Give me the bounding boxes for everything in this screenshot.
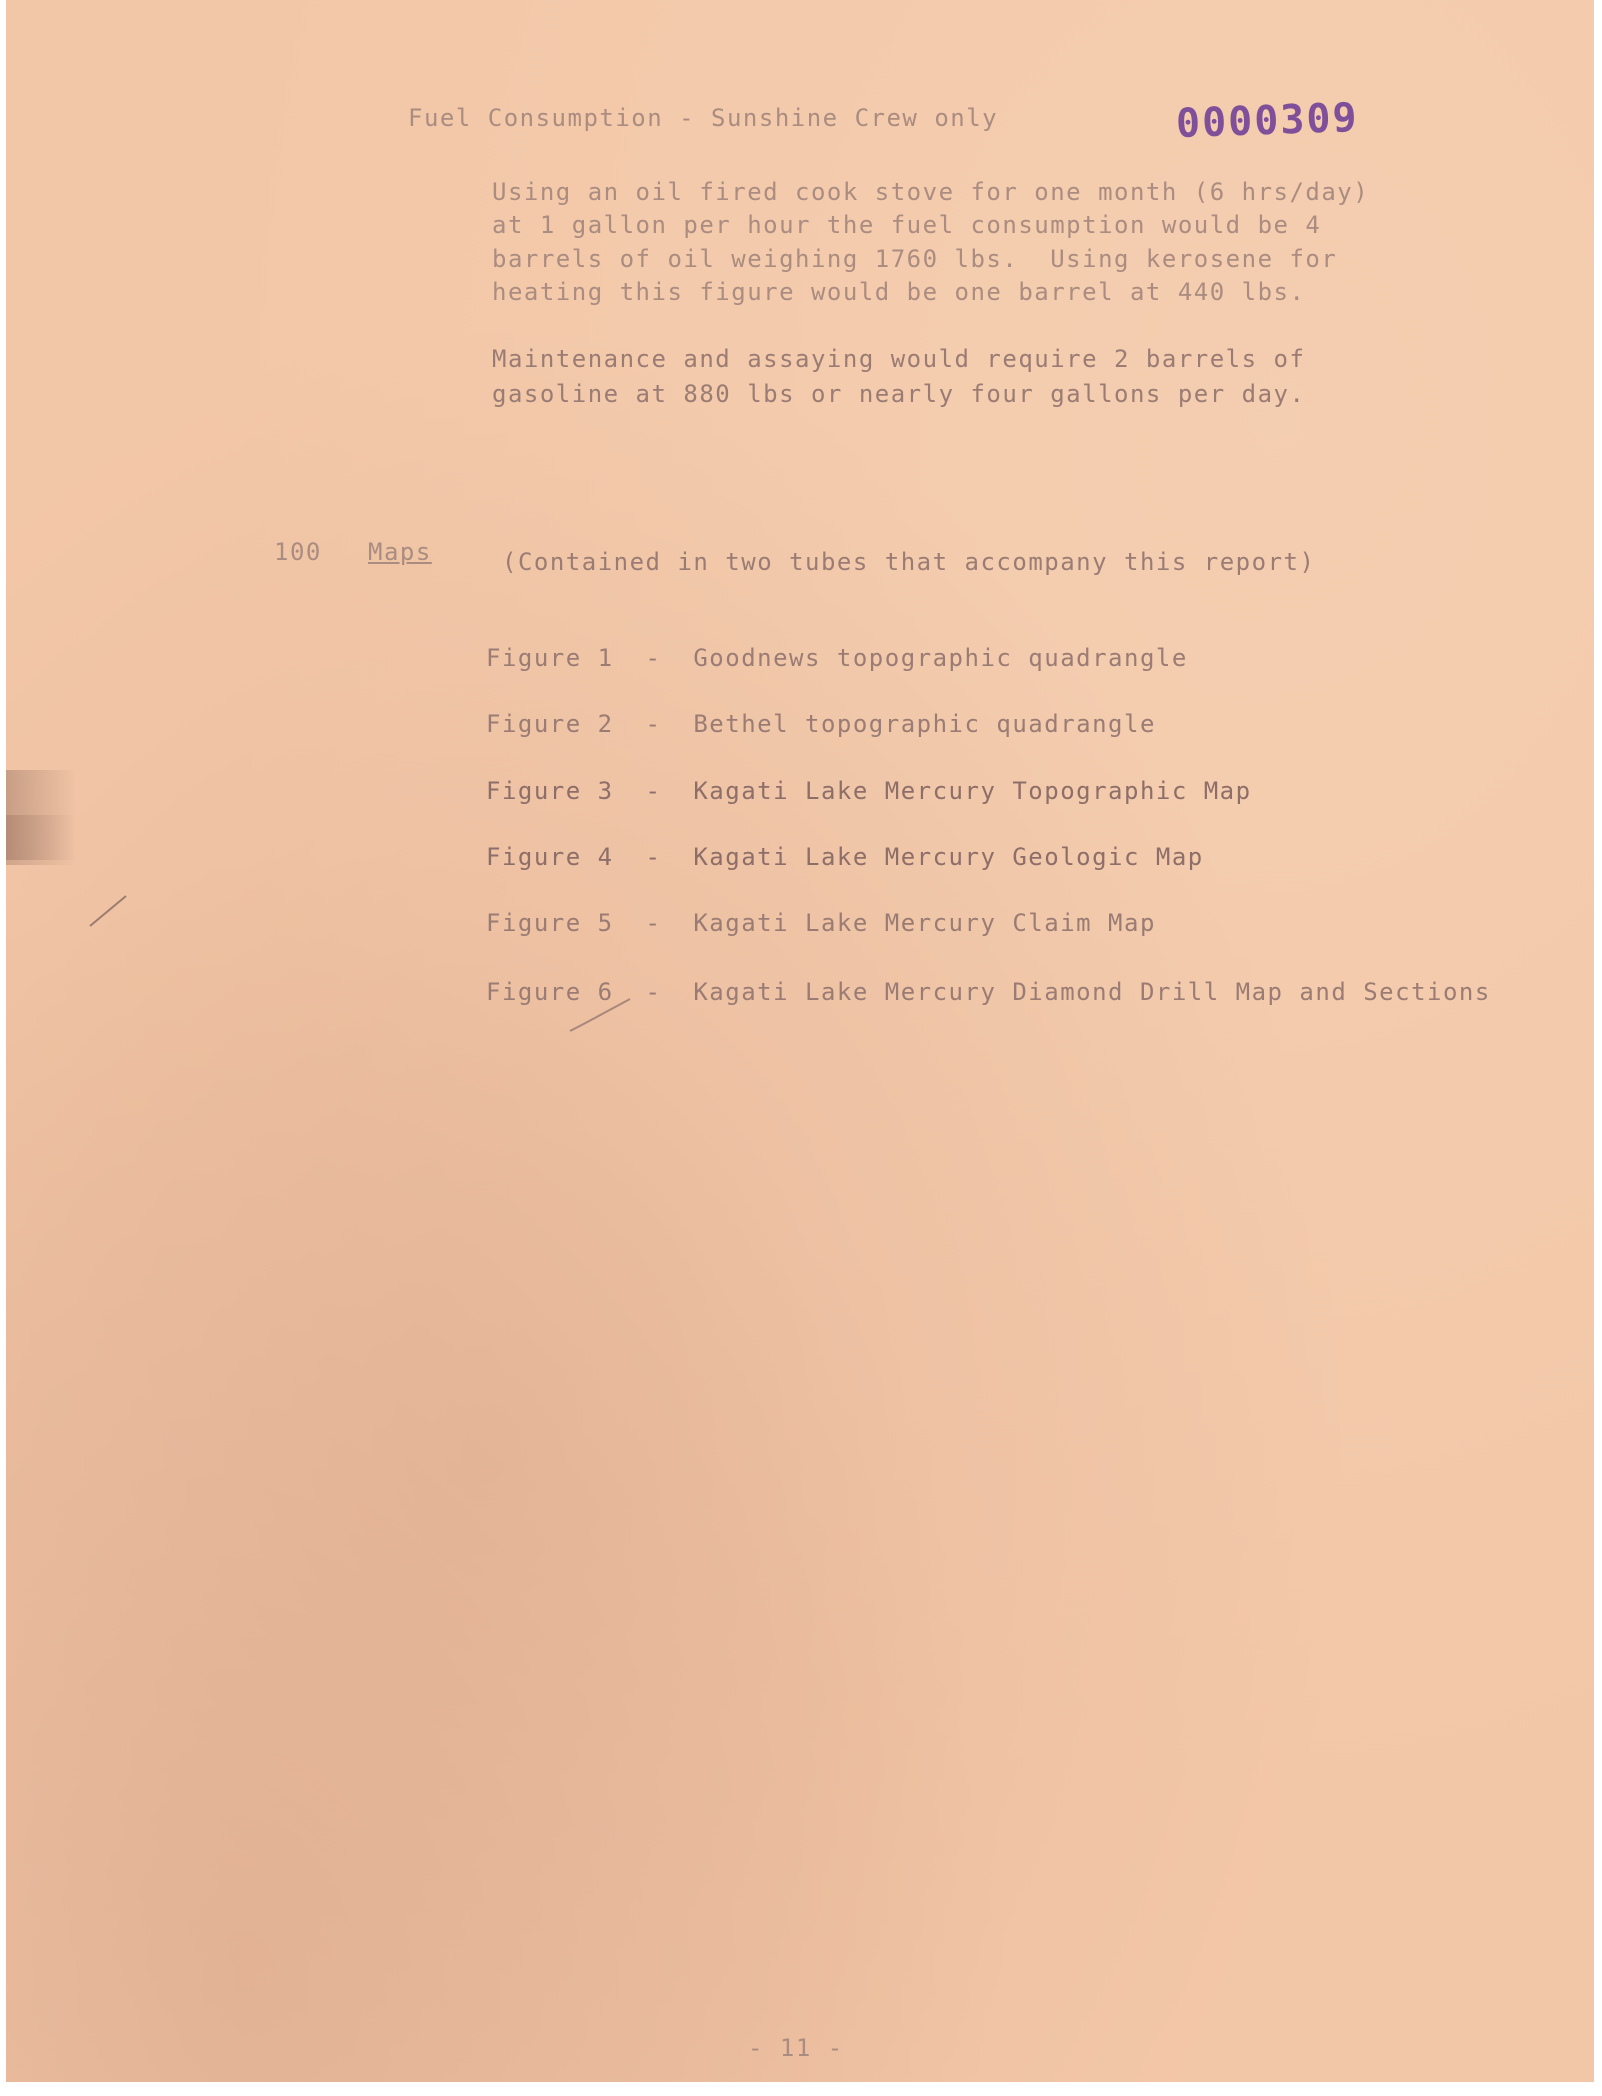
- figure-label: Figure 3: [486, 777, 614, 805]
- text-line: gasoline at 880 lbs or nearly four gallons per day.: [492, 380, 1306, 408]
- figure-label: Figure 4: [486, 843, 614, 871]
- figure-dash: -: [645, 710, 662, 738]
- figure-label: Figure 2: [486, 710, 614, 738]
- text-line: at 1 gallon per hour the fuel consumption would be 4: [492, 211, 1322, 239]
- figure-list-item: [486, 712, 1156, 736]
- figure-list-item: [486, 646, 1188, 670]
- figure-title: Goodnews topographic quadrangle: [693, 644, 1188, 672]
- figure-label: Figure 5: [486, 909, 614, 937]
- figure-dash: -: [645, 843, 662, 871]
- document-page: [6, 0, 1594, 2082]
- pencil-mark: [86, 890, 136, 930]
- fuel-heading: Fuel Consumption - Sunshine Crew only: [408, 104, 999, 132]
- figure-dash: -: [645, 777, 662, 805]
- scan-edge-shadow: [6, 815, 76, 865]
- figure-dash: -: [645, 644, 662, 672]
- text-line: heating this figure would be one barrel at 440 lbs.: [492, 278, 1306, 306]
- figure-title: Kagati Lake Mercury Topographic Map: [693, 777, 1252, 805]
- text-line: barrels of oil weighing 1760 lbs. Using kerosene for: [492, 245, 1338, 273]
- figure-label: Figure 6: [486, 978, 614, 1006]
- section-note: (Contained in two tubes that accompany this report): [502, 548, 1316, 576]
- figure-dash: -: [645, 909, 662, 937]
- figure-list-item: [486, 845, 1204, 869]
- figure-list-item: [486, 911, 1156, 935]
- figure-list-item: [486, 779, 1252, 803]
- text-line: Maintenance and assaying would require 2 barrels of: [492, 345, 1306, 373]
- section-title: Maps: [368, 538, 432, 566]
- text-line: Using an oil fired cook stove for one month (6 hrs/day): [492, 178, 1370, 206]
- figure-list-item: [486, 980, 1491, 1004]
- figure-dash: -: [645, 978, 662, 1006]
- figure-title: Kagati Lake Mercury Geologic Map: [693, 843, 1204, 871]
- document-number-stamp: 0000309: [1175, 94, 1360, 148]
- pencil-mark: [566, 995, 636, 1035]
- figure-label: Figure 1: [486, 644, 614, 672]
- page-number: - 11 -: [748, 2034, 844, 2062]
- figure-title: Kagati Lake Mercury Claim Map: [693, 909, 1156, 937]
- figure-title: Bethel topographic quadrangle: [693, 710, 1156, 738]
- figure-title: Kagati Lake Mercury Diamond Drill Map and Sections: [693, 978, 1491, 1006]
- section-number: 100: [274, 538, 322, 566]
